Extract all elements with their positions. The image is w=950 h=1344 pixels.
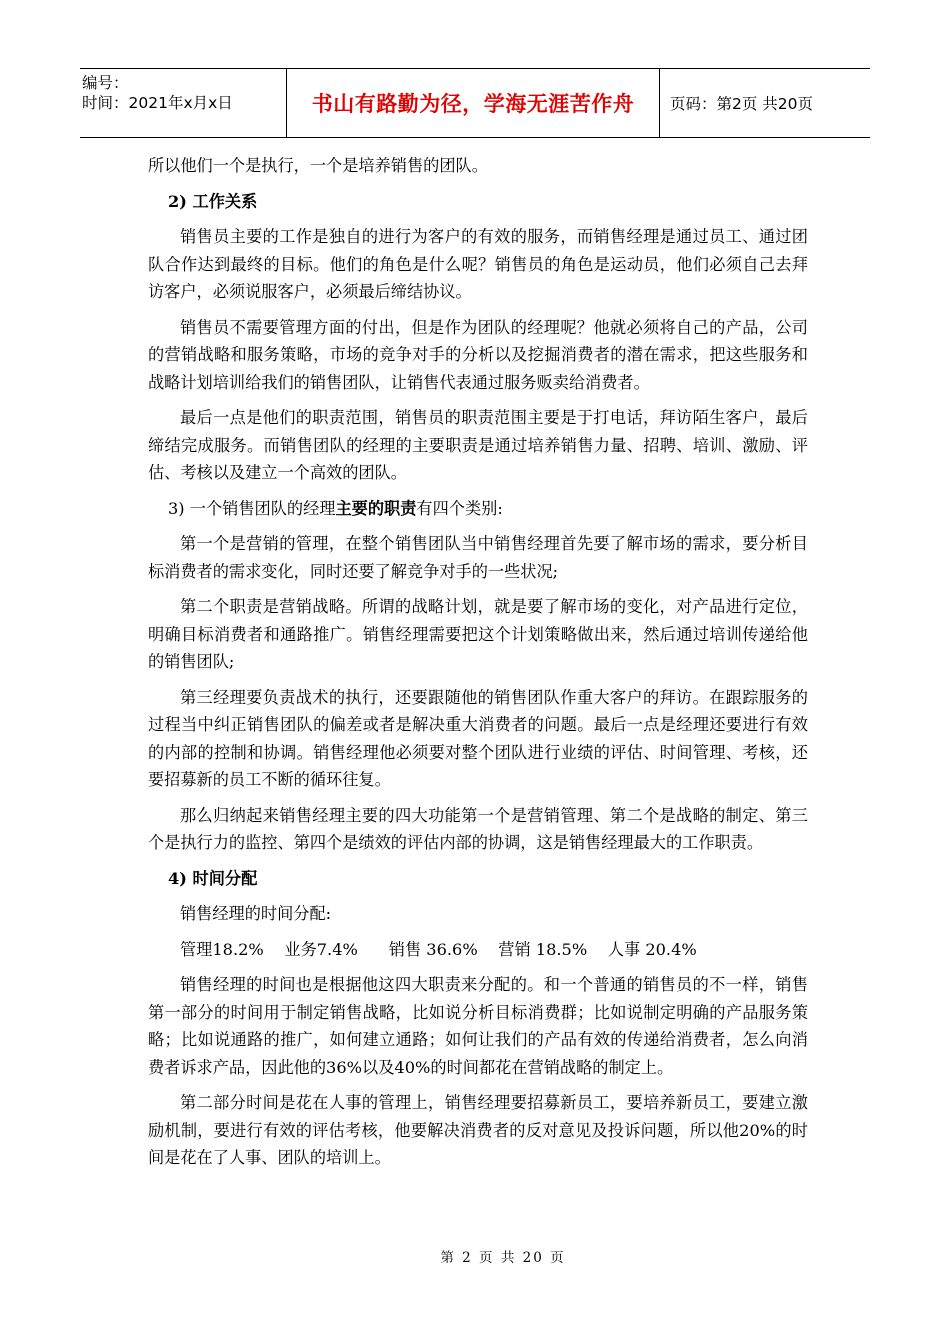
header-motto: 书山有路勤为径，学海无涯苦作舟 <box>286 69 660 137</box>
paragraph: 第二部分时间是花在人事的管理上，销售经理要招募新员工，要培养新员工，要建立激励机制，要进行有效的评估考核，他要解决消费者的反对意见及投诉问题，所以他20%的时间是花在了人事、团队的培训上。 <box>148 1093 808 1167</box>
header-meta <box>80 69 286 137</box>
page-header <box>80 68 870 138</box>
paragraph: 销售经理的时间分配: <box>180 904 332 923</box>
document-date: 时间：2021年x月x日 <box>82 94 233 112</box>
section-heading <box>148 495 808 523</box>
paragraph: 所以他们一个是执行，一个是培养销售的团队。 <box>148 156 488 175</box>
paragraph: 销售员主要的工作是独自的进行为客户的有效的服务，而销售经理是通过员工、通过团队合作达到最终的目标。他们的角色是什么呢？销售员的角色是运动员，他们必须自己去拜访客户，必须说服客户，必须最后缔结协议。 <box>148 227 808 301</box>
document-number: 编号： <box>82 74 129 92</box>
time-allocation-stats: 管理18.2% 业务7.4% 销售 36.6% 营销 18.5% 人事 20.4% <box>180 939 697 959</box>
document-body <box>148 152 808 1180</box>
paragraph: 第二个职责是营销战略。所谓的战略计划，就是要了解市场的变化，对产品进行定位，明确目标消费者和通路推广。销售经理需要把这个计划策略做出来，然后通过培训传递给他的销售团队; <box>148 597 808 671</box>
paragraph: 销售经理的时间也是根据他这四大职责来分配的。和一个普通的销售员的不一样，销售第一部分的时间用于制定销售战略，比如说分析目标消费群；比如说制定明确的产品服务策略；比如说通路的推广，如何建立通路；如何让我们的产品有效的传递给消费者，怎么向消费者诉求产品，因此他的36%以及40%的时间都花在营销战略的制定上。 <box>148 975 808 1077</box>
paragraph: 销售员不需要管理方面的付出，但是作为团队的经理呢？他就必须将自己的产品，公司的营销战略和服务策略，市场的竞争对手的分析以及挖掘消费者的潜在需求，把这些服务和战略计划培训给我们的销售团队，让销售代表通过服务贩卖给消费者。 <box>148 317 808 392</box>
paragraph: 第三经理要负责战术的执行，还要跟随他的销售团队作重大客户的拜访。在跟踪服务的过程当中纠正销售团队的偏差或者是解决重大消费者的问题。最后一点是经理还要进行有效的内部的控制和协调。销售经理他必须要对整个团队进行业绩的评估、时间管理、考核，还要招募新的员工不断的循环往复。 <box>148 687 808 789</box>
section-heading: 2) 工作关系 <box>168 191 258 211</box>
paragraph: 最后一点是他们的职责范围，销售员的职责范围主要是于打电话，拜访陌生客户，最后缔结完成服务。而销售团队的经理的主要职责是通过培养销售力量、招聘、培训、激励、评估、考核以及建立一个高效的团队。 <box>148 408 808 482</box>
page-footer: 第 2 页 共 20 页 <box>440 1250 566 1266</box>
heading-suffix: 有四个类别: <box>416 498 503 518</box>
heading-bold: 主要的职责 <box>335 498 417 518</box>
heading-prefix: 3) 一个销售团队的经理 <box>168 498 336 518</box>
section-heading: 4) 时间分配 <box>168 868 258 888</box>
header-page-info: 页码：第2页 共20页 <box>670 95 814 113</box>
paragraph: 那么归纳起来销售经理主要的四大功能第一个是营销管理、第二个是战略的制定、第三个是执行力的监控、第四个是绩效的评估内部的协调，这是销售经理最大的工作职责。 <box>148 805 808 852</box>
paragraph: 第一个是营销的管理，在整个销售团队当中销售经理首先要了解市场的需求，要分析目标消费者的需求变化，同时还要了解竞争对手的一些状况; <box>148 534 808 581</box>
